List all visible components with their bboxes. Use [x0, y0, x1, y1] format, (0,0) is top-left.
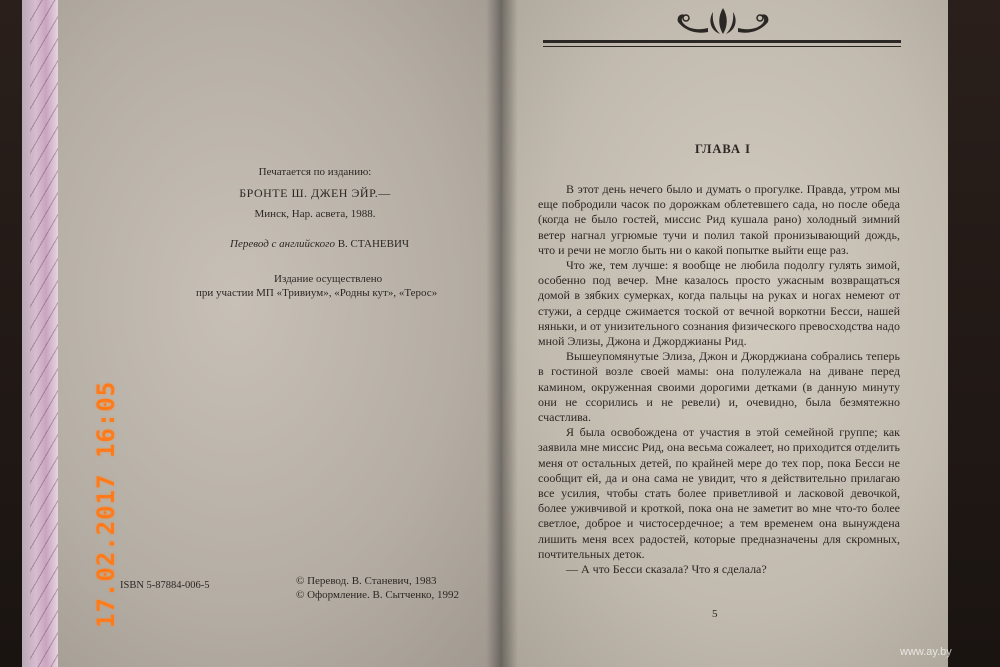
paragraph: Что же, тем лучше: я вообще не любила подолгу гулять зимой, особенно под вечер. Мне казалось просто ужасным возвращаться домой в зябких сумерках, когда пальцы на руках и ногах немеют от стужи, а сердце сжимается тоской от вечной воркотни Бесси, нашей няньки, и от унизительного сознания физического превосходства надо мной Элизы, Джона и Джорджианы Рид.	[538, 258, 900, 349]
publication-note	[196, 272, 437, 300]
page-number: 5	[712, 608, 718, 620]
imprint-line: БРОНТЕ Ш. ДЖЕН ЭЙР.—	[239, 186, 391, 200]
isbn: ISBN 5-87884-006-5	[120, 580, 210, 591]
header-rule	[543, 40, 901, 43]
copyright-line: © Перевод. В. Станевич, 1983	[296, 575, 437, 587]
date-stamp	[88, 378, 126, 628]
paragraph: — А что Бесси сказала? Что я сделала?	[566, 562, 767, 577]
watermark: www.ay.by	[900, 646, 952, 658]
paragraph: Я была освобождена от участия в этой семейной группе; как заявила мне миссис Рид, она весьма сожалеет, но приходится отделить меня от остальных детей, по крайней мере до тех пор, пока Бесси не сообщит ей, да и она сама не увидит, что я действительно прилагаю все усилия, чтобы стать более приветливой и ласковой девочкой, более уживчивой и кроткой, пока она не заметит во мне что-то более светлое, доброе и чистосердечное; а тем временем она вынуждена лишить меня всех радостей, которые предназначены для скромных, почтительных деток.	[538, 425, 900, 561]
publication-line: Издание осуществлено	[274, 273, 383, 285]
imprint-block	[230, 162, 400, 225]
chapter-title: ГЛАВА I	[695, 142, 751, 156]
ornament-icon	[668, 2, 778, 42]
paragraph: В этот день нечего было и думать о прогулке. Правда, утром мы еще побродили часок по дорожкам облетевшего сада, но после обеда (когда не было гостей, миссис Рид кушала рано) холодный зимний ветер нагнал угрюмые тучи и полил такой пронизывающий дождь, что и речи не могло быть ни о какой попытке выйти еще раз.	[538, 182, 900, 257]
date-stamp-text: 17.02.2017 16:05	[92, 380, 120, 628]
translation-label: Перевод с английского	[230, 238, 335, 250]
cover-pattern	[30, 0, 60, 667]
translation-credit	[230, 238, 409, 250]
book-gutter	[486, 0, 518, 667]
copyright-block	[296, 574, 459, 602]
chapter-text	[538, 182, 900, 577]
imprint-line: Минск, Нар. асвета, 1988.	[254, 208, 376, 220]
imprint-line: Печатается по изданию:	[258, 166, 372, 178]
paragraph: Вышеупомянутые Элиза, Джон и Джорджиана собрались теперь в гостиной возле своей мамы: она полулежала на диване перед камином, окруженная своими дорогими детками (в данную минуту они не ссорились и не ревели) и, очевидно, была безмятежно счастлива.	[538, 349, 900, 425]
header-rule-thin	[543, 46, 901, 47]
publication-line: при участии МП «Тривиум», «Родны кут», «Терос»	[196, 287, 438, 299]
copyright-line: © Оформление. В. Сытченко, 1992	[296, 589, 459, 601]
translator-name: В. СТАНЕВИЧ	[337, 238, 410, 250]
